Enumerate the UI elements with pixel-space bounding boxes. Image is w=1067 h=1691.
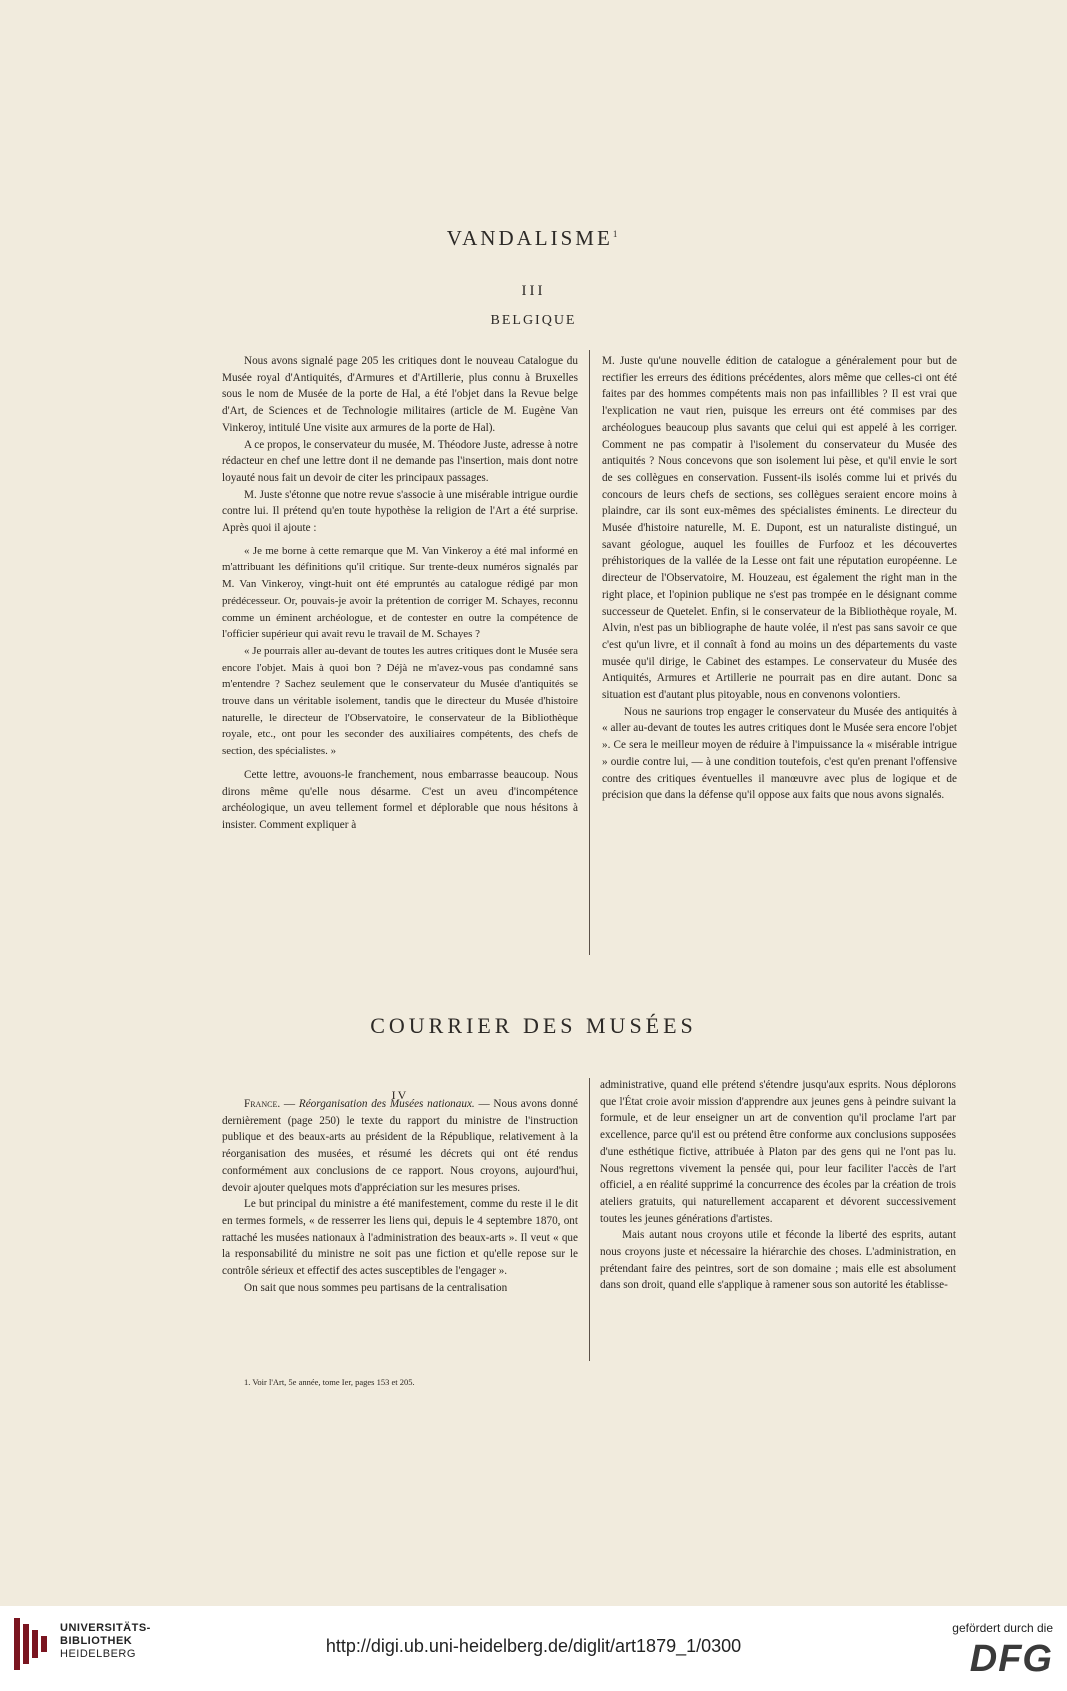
quote-paragraph: « Je pourrais aller au-devant de toutes les autres critiques dont le Musée sera encore l'objet. Mais à quoi bon ? Déjà ne m'avez-vous pas condamné sans m'entendre ? Sachez seulement que le conservateur du Musée d'antiquités se trouve dans un véritable isolement, tandis que le directeur du Musée d'histoire naturelle, le directeur de l'Observatoire, le conservateur de la Bibliothèque royale, etc., ont pour les seconder des auxiliaires compétents, des chefs de section, des spécialistes. » <box>222 644 578 758</box>
paragraph: Le but principal du ministre a été manifestement, comme du reste il le dit en termes formels, « de resserrer les liens qui, depuis le 4 septembre 1870, ont rattaché les musées nationaux à l'administration des beaux-arts ». Il veut « que la responsabilité du ministre ne soit pas une fiction et qu'elle repose sur le contrôle sérieux et effectif des actes susceptibles de l'engager ». <box>222 1198 578 1278</box>
column-2 <box>602 353 957 804</box>
column-divider <box>589 1078 590 1361</box>
funding-caption: gefördert durch die <box>952 1621 1053 1635</box>
article-title: VANDALISME$^1$ <box>446 226 621 250</box>
section-number: IV <box>391 1088 409 1102</box>
paragraph: Mais autant nous croyons utile et féconde la liberté des esprits, autant nous croyons juste et nécessaire la hiérarchie des choses. L'administration, en prétendant faire des peintres, sort de son domaine ; mais elle est absolument dans son droit, quand elle s'applique à ramener sous son autorité les établisse- <box>600 1229 956 1292</box>
paragraph: administrative, quand elle prétend s'étendre jusqu'aux esprits. Nous déplorons que l'État croie avoir mission d'apprendre aux jeunes gens à peindre suivant la formule, et de leur enseigner un art de convention qu'il proclame l'art par excellence, parce qu'il est ou prétend être conforme aux conclusions supposées d'une esthétique fictive, attribuée à Platon par des gens qui ne l'ont pas lu. Nous regrettons vivement la pensée qui, pour leur faciliter l'accès de l'art officiel, a en réalité supprimé la concurrence des écoles par la création de trois ateliers gratuits, qui naturellement accaparent et dévorent successivement toutes les jeunes générations d'artistes. <box>600 1079 956 1225</box>
paragraph: Nous ne saurions trop engager le conservateur du Musée des antiquités à « aller au-devant de toutes les autres critiques dont le Musée sera encore l'objet ». Ce sera le meilleur moyen de réduire à l'impuissance la « misérable intrigue » ourdie contre lui, — à une condition toutefois, c'est qu'en prenant l'offensive contre des critiques éventuelles il manœuvre avec plus de logique et de précision que dans la défense qu'il oppose aux faits que nous avons signalés. <box>602 705 957 802</box>
paragraph: Nous avons signalé page 205 les critiques dont le nouveau Catalogue du Musée royal d'Antiquités, d'Armures et d'Artillerie, plus connu à Bruxelles sous le nom de Musée de la porte de Hal, a été l'objet dans la Revue belge d'Art, de Sciences et de Technologie militaires (article de M. Eugène Van Vinkeroy, intitulé Une visite aux armures de la porte de Hal). <box>222 355 578 434</box>
footnote: 1. Voir l'Art, 5e année, tome Ier, pages 153 et 205. <box>244 1377 415 1387</box>
paragraph: A ce propos, le conservateur du musée, M. Théodore Juste, adresse à notre rédacteur en chef une lettre dont il ne demande pas l'insertion, mais dont notre loyauté nous fait un devoir de citer les principaux passages. <box>222 438 578 484</box>
column-1 <box>222 353 578 834</box>
lead-text: — Nous avons donné dernièrement (page 250) le texte du rapport du ministre de l'instruction publique et des beaux-arts au président de la République, relativement à la réorganisation des musées, et résumé les décrets qui ont été rendus conformément aux conclusions de ce rapport. Nous croyons, aujourd'hui, devoir ajouter quelques mots d'appréciation sur les mesures prises. <box>222 1098 579 1194</box>
section-title: COURRIER DES MUSÉES <box>370 1013 697 1038</box>
column-4 <box>600 1077 956 1294</box>
quote-paragraph: « Je me borne à cette remarque que M. Van Vinkeroy a été mal informé en m'attribuant les définitions qu'il critique. Sur trente-deux numéros signalés par M. Van Vinkeroy, vingt-huit ont été empruntés au catalogue rédigé par mon prédécesseur. Or, pouvais-je avoir la prétention de corriger M. Schayes, reconnu comme un éminent archéologue, et de contester en outre la compétence de l'officier supérieur qui avait revu le travail de M. Schayes ? <box>222 544 578 641</box>
footer-bar <box>0 1606 1067 1691</box>
library-line: HEIDELBERG <box>60 1648 136 1660</box>
library-line: BIBLIOTHEK <box>60 1635 133 1647</box>
permalink-url[interactable]: http://digi.ub.uni-heidelberg.de/diglit/art1879_1/0300 <box>325 1636 742 1656</box>
paragraph: On sait que nous sommes peu partisans de la centralisation <box>244 1281 508 1294</box>
paragraph: Cette lettre, avouons-le franchement, nous embarrasse beaucoup. Nous dirons même qu'elle nous désarme. C'est un aveu d'incompétence archéologique, un aveu tellement formel et déplorable que nous hésitons à insister. Comment expliquer à <box>222 768 578 831</box>
lead-title: Réorganisation des Musées nationaux. <box>298 1098 475 1110</box>
footnote-marker: 1 <box>612 229 621 239</box>
library-line: UNIVERSITÄTS- <box>60 1622 151 1634</box>
column-divider <box>589 350 590 955</box>
lead-paragraph: France. — Réorganisation des Musées nationaux. — Nous avons donné dernièrement (page 250) le texte du rapport du ministre de l'instruction publique et des beaux-arts au président de la République, relativement à la réorganisation des musées, et résumé les décrets qui ont été rendus conformément aux conclusions de ce rapport. Nous croyons, aujourd'hui, devoir ajouter quelques mots d'appréciation sur les mesures prises. <box>222 1098 579 1194</box>
paragraph: M. Juste s'étonne que notre revue s'associe à une misérable intrigue ourdie contre lui. Il prétend qu'en toute hypothèse la religion de l'Art a été surprise. Après quoi il ajoute : <box>222 488 578 535</box>
lead-country: France. <box>244 1098 281 1110</box>
part-number: III <box>521 283 546 299</box>
column-3 <box>222 1096 578 1296</box>
dfg-logo: DFG <box>969 1638 1053 1680</box>
paragraph: M. Juste qu'une nouvelle édition de catalogue a généralement pour but de rectifier les erreurs des éditions précédentes, alors même que celles-ci ont été faites par des hommes compétents mais non pas infaillibles ? Il est vrai que l'explication ne vaut rien, puisque les erreurs ont été commises par des archéologues beaucoup plus savants que celui qui est appelé à les corriger. Comment ne pas compatir à l'isolement du conservateur du Musée des antiquités ? Nous concevons que son isolement lui pèse, et qu'il envie le sort de ses collègues en conservation. Fussent-ils isolés comme lui et privés du concours de leurs chefs de sections, ses collègues seraient encore moins à plaindre, car ils sont eux-mêmes des spécialistes éminents. Le directeur du Musée d'histoire naturelle, M. E. Dupont, est un naturaliste distingué, un savant géologue, auquel les fouilles de Furfooz et les découvertes préhistoriques de la vallée de la Lesse ont fait une réputation européenne. Le directeur de l'Observatoire, M. Houzeau, est également the right man in the right place, et l'opinion publique ne s'est pas trompée en le désignant comme successeur de Quetelet. Enfin, si le conservateur de la Bibliothèque royale, M. Alvin, n'est pas un bibliographe de haute volée, il n'est pas sans savoir ce que c'est qu'un livre, et il connaît à fond au moins un des départements du vaste musée qu'il dirige, le Cabinet des estampes. Le conservateur du Musée des Antiquités, Armures et Artillerie ne pourrait pas en dire autant. Donc sa situation est d'autant plus pitoyable, nous en convenons volontiers. <box>602 355 957 702</box>
article-subtitle: BELGIQUE <box>490 313 577 328</box>
